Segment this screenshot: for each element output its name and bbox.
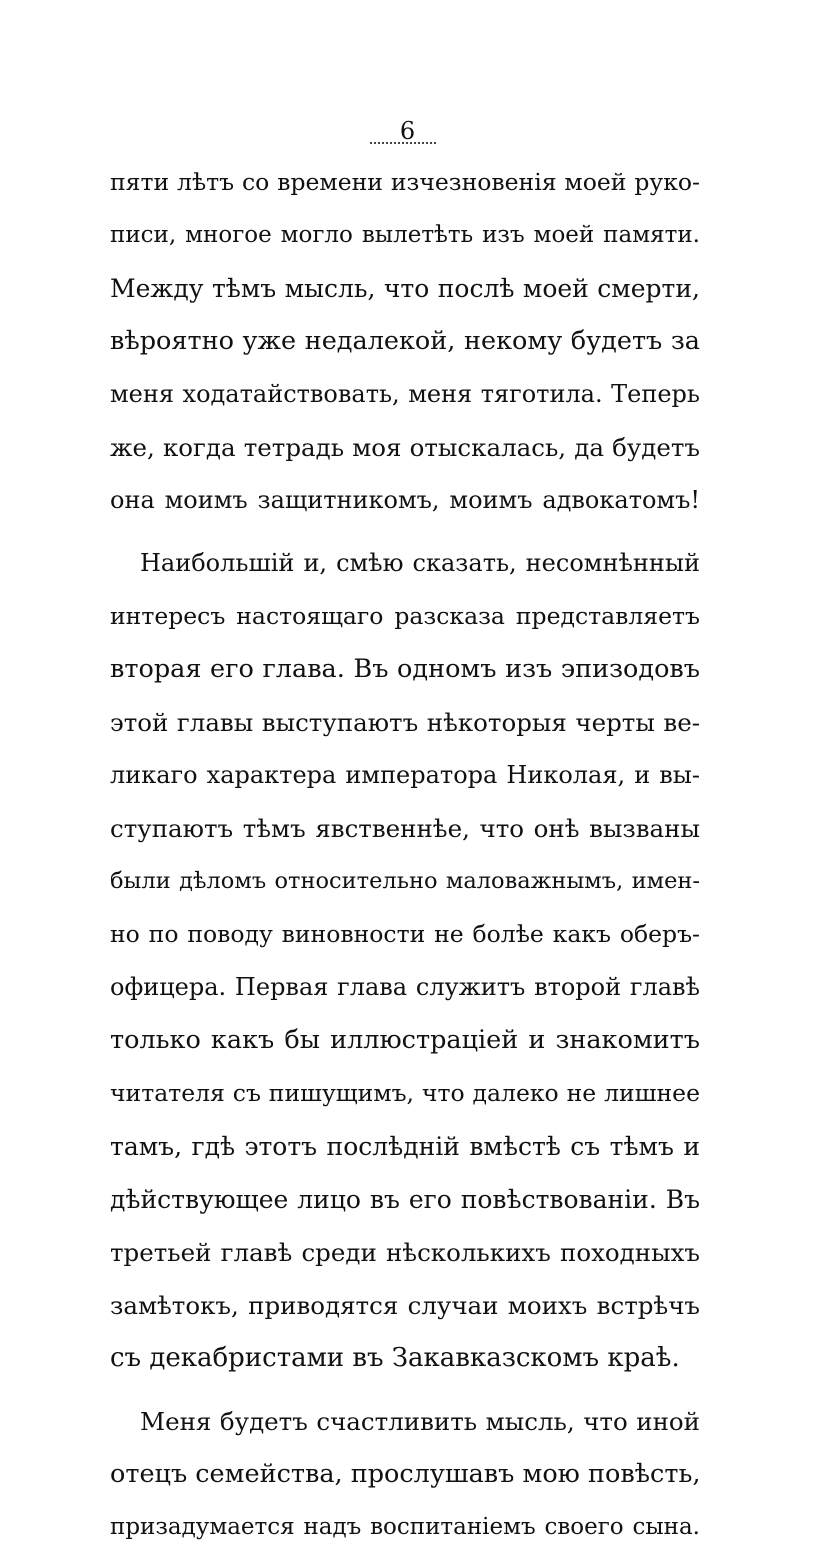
page-number-ornament xyxy=(370,142,436,144)
text-line: но по поводу виновности не болѣе какъ оберъ- xyxy=(110,920,700,948)
text-line: этой главы выступаютъ нѣкоторыя черты ве- xyxy=(110,708,700,737)
paragraph-1 xyxy=(110,156,700,527)
text-line: Наибольшій и, смѣю сказать, несомнѣнный xyxy=(140,549,700,577)
text-line: третьей главѣ среди нѣсколькихъ походныхъ xyxy=(110,1238,700,1267)
body-text xyxy=(110,156,700,1554)
text-line: писи, многое могло вылетѣть изъ моей памяти. xyxy=(110,222,700,248)
text-line: дѣйствующее лицо въ его повѣствованіи. Въ xyxy=(110,1185,700,1214)
text-line: тамъ, гдѣ этотъ послѣдній вмѣстѣ съ тѣмъ и xyxy=(110,1132,700,1161)
text-line: Между тѣмъ мысль, что послѣ моей смерти, xyxy=(110,274,700,303)
paragraph-gap xyxy=(110,527,700,537)
text-line: Меня будетъ счастливить мысль, что иной xyxy=(140,1407,700,1436)
text-line: интересъ настоящаго разсказа представляетъ xyxy=(110,602,700,630)
text-line: призадумается надъ воспитаніемъ своего сына. xyxy=(110,1514,700,1540)
text-line: вѣроятно уже недалекой, некому будетъ за xyxy=(110,326,700,356)
text-line: ступаютъ тѣмъ явственнѣе, что онѣ вызваны xyxy=(110,814,700,843)
text-line: только какъ бы иллюстраціей и знакомитъ xyxy=(110,1025,700,1055)
text-line: же, когда тетрадь моя отыскалась, да будетъ xyxy=(110,433,700,462)
text-line: съ декабристами въ Закавказскомъ краѣ. xyxy=(110,1343,680,1373)
paragraph-2 xyxy=(110,537,700,1385)
text-line: отецъ семейства, прослушавъ мою повѣсть, xyxy=(110,1459,701,1489)
text-line: пяти лѣтъ со времени изчезновенія моей руко- xyxy=(110,168,700,196)
text-line: офицера. Первая глава служитъ второй главѣ xyxy=(110,973,700,1001)
text-line: читателя съ пишущимъ, что далеко не лишнее xyxy=(110,1079,700,1107)
text-line: меня ходатайствовать, меня тяготила. Теперь xyxy=(110,380,700,408)
page-number: 6 xyxy=(399,117,416,145)
paragraph-3 xyxy=(110,1395,700,1554)
text-line: замѣтокъ, приводятся случаи моихъ встрѣчъ xyxy=(110,1291,700,1320)
text-line: она моимъ защитникомъ, моимъ адвокатомъ! xyxy=(110,486,700,514)
text-line: вторая его глава. Въ одномъ изъ эпизодовъ xyxy=(110,654,700,684)
text-line: ликаго характера императора Николая, и вы- xyxy=(110,761,700,789)
text-line: были дѣломъ относительно маловажнымъ, имен- xyxy=(110,868,700,894)
paragraph-gap xyxy=(110,1385,700,1395)
